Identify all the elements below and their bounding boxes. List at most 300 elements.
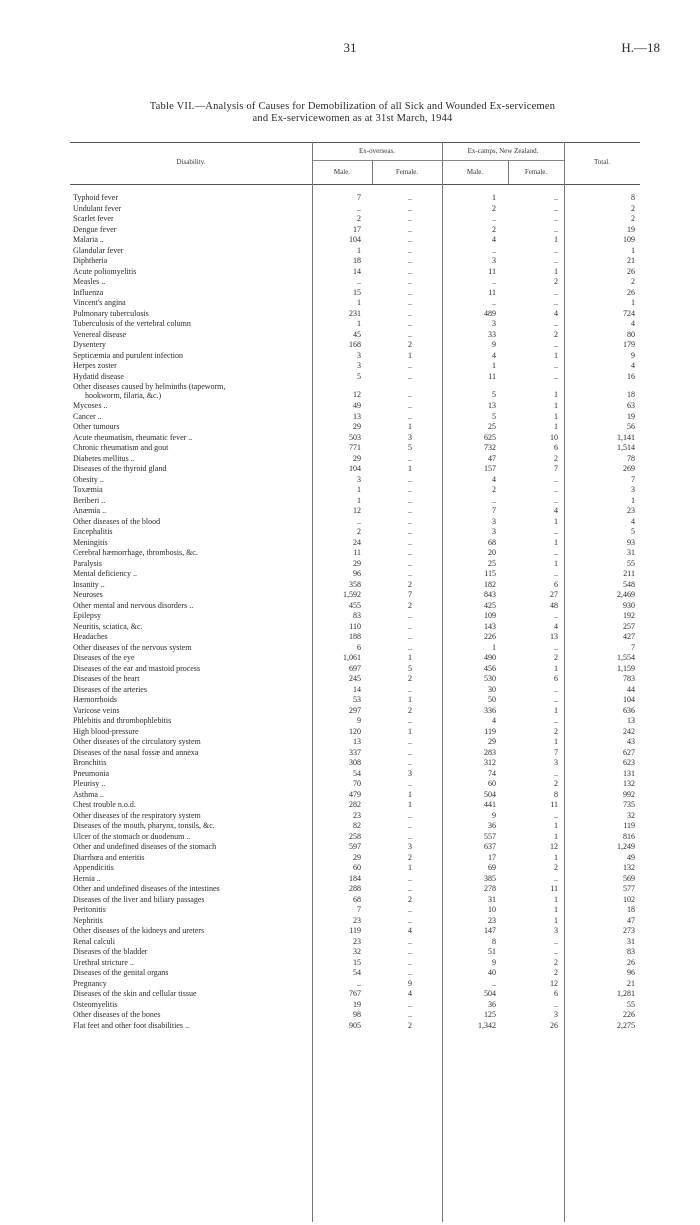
camps-female-value: .. — [554, 485, 558, 494]
total-value: 80 — [627, 329, 635, 339]
overseas-male-value: 3 — [357, 350, 361, 360]
camps-female-value: .. — [554, 340, 558, 349]
overseas-female-value: .. — [408, 537, 412, 547]
camps-female-value: .. — [554, 695, 558, 704]
total-value: 31 — [627, 936, 635, 946]
overseas-male-value: 767 — [349, 989, 361, 998]
disability-name: Epilepsy — [73, 611, 101, 620]
header-overseas-male: Male. — [333, 168, 351, 176]
disability-name: Other diseases of the circulatory system — [73, 737, 201, 746]
camps-female-value: .. — [554, 495, 558, 505]
table-row — [70, 412, 640, 423]
camps-female-value: 6 — [554, 579, 558, 589]
total-value: 132 — [623, 779, 635, 788]
camps-female-value: .. — [554, 873, 558, 883]
table-row — [70, 853, 640, 864]
camps-male-value: 9 — [492, 957, 496, 967]
disability-name: Urethral stricture .. — [73, 957, 134, 967]
total-value: 2 — [631, 277, 635, 286]
total-value: 44 — [627, 684, 635, 694]
camps-male-value: 843 — [484, 590, 496, 599]
camps-male-value: 47 — [488, 453, 496, 463]
camps-male-value: 4 — [492, 350, 496, 360]
table-title — [40, 101, 665, 125]
total-value: 63 — [627, 401, 635, 410]
overseas-male-value: 14 — [353, 266, 361, 276]
overseas-female-value: .. — [408, 747, 412, 757]
total-value: 569 — [623, 873, 635, 883]
disability-name: Pleurisy .. — [73, 779, 106, 788]
camps-female-value: 1 — [554, 831, 558, 841]
camps-female-value: 3 — [554, 1010, 558, 1019]
disability-name: Beriberi .. — [73, 495, 106, 505]
disability-name: Herpes zoster — [73, 361, 117, 370]
overseas-male-value: 53 — [353, 695, 361, 704]
header-ex-camps: Ex-camps, New Zealand. — [467, 147, 539, 155]
total-value: 2 — [631, 214, 635, 223]
total-value: 1,249 — [617, 842, 635, 851]
header-overseas-female: Female. — [395, 168, 419, 176]
total-value: 119 — [623, 821, 635, 830]
table-row — [70, 947, 640, 958]
camps-male-value: 456 — [484, 663, 496, 673]
overseas-female-value: 3 — [408, 842, 412, 851]
table-row — [70, 1021, 640, 1032]
camps-female-value: 2 — [554, 453, 558, 463]
camps-male-value: 4 — [492, 235, 496, 244]
table-row — [70, 433, 640, 444]
overseas-male-value: 258 — [349, 831, 361, 841]
camps-male-value: 11 — [488, 266, 496, 276]
overseas-female-value: .. — [408, 298, 412, 307]
table-row — [70, 372, 640, 383]
disability-name: Influenza — [73, 287, 104, 297]
total-value: 56 — [627, 422, 635, 431]
camps-male-value: 625 — [484, 432, 496, 442]
overseas-female-value: 2 — [408, 1020, 412, 1030]
overseas-male-value: 23 — [353, 810, 361, 820]
total-value: 226 — [623, 1010, 635, 1019]
camps-female-value: 13 — [550, 632, 558, 641]
camps-male-value: 489 — [484, 308, 496, 318]
overseas-male-value: 23 — [353, 936, 361, 946]
camps-female-value: .. — [554, 371, 558, 381]
overseas-female-value: 1 — [408, 695, 412, 704]
overseas-male-value: 17 — [353, 224, 361, 234]
overseas-male-value: 23 — [353, 915, 361, 925]
overseas-male-value: 1 — [357, 245, 361, 255]
camps-male-value: 3 — [492, 527, 496, 536]
camps-male-value: 385 — [484, 873, 496, 883]
disability-name: Measles .. — [73, 277, 106, 286]
total-value: 47 — [627, 915, 635, 925]
disability-name: Neuroses — [73, 590, 103, 599]
overseas-male-value: 82 — [353, 821, 361, 830]
table-row — [70, 454, 640, 465]
camps-female-value: 1 — [554, 705, 558, 715]
camps-female-value: .. — [554, 361, 558, 370]
total-value: 1,159 — [617, 663, 635, 673]
camps-female-value: 4 — [554, 621, 558, 631]
overseas-female-value: .. — [408, 611, 412, 620]
table-row — [70, 863, 640, 874]
camps-female-value: 1 — [554, 422, 558, 431]
overseas-female-value: .. — [408, 485, 412, 494]
camps-male-value: 637 — [484, 842, 496, 851]
disability-name: Septicæmia and purulent infection — [73, 350, 183, 360]
disability-name: Dengue fever — [73, 224, 117, 234]
camps-female-value: 1 — [554, 915, 558, 925]
camps-male-value: 504 — [484, 789, 496, 799]
camps-female-value: 2 — [554, 726, 558, 736]
total-value: 26 — [627, 287, 635, 297]
header-disability: Disability. — [176, 158, 206, 166]
overseas-male-value: 1 — [357, 298, 361, 307]
overseas-male-value: 29 — [353, 422, 361, 431]
table-row — [70, 968, 640, 979]
total-value: 816 — [623, 831, 635, 841]
total-value: 132 — [623, 863, 635, 872]
total-value: 179 — [623, 340, 635, 349]
overseas-female-value: 5 — [408, 443, 412, 452]
overseas-female-value: 2 — [408, 600, 412, 610]
total-value: 109 — [623, 235, 635, 244]
disability-name: Glandular fever — [73, 245, 124, 255]
camps-female-value: 1 — [554, 516, 558, 526]
overseas-male-value: 597 — [349, 842, 361, 851]
overseas-male-value: 15 — [353, 287, 361, 297]
overseas-female-value: .. — [408, 684, 412, 694]
camps-male-value: .. — [492, 277, 496, 286]
camps-male-value: .. — [492, 495, 496, 505]
overseas-male-value: 1,061 — [343, 653, 361, 662]
overseas-female-value: .. — [408, 256, 412, 265]
overseas-male-value: 29 — [353, 852, 361, 862]
disability-name: Bronchitis — [73, 758, 107, 767]
table-row — [70, 277, 640, 288]
camps-male-value: 109 — [484, 611, 496, 620]
total-value: 93 — [627, 537, 635, 547]
camps-male-value: 1 — [492, 642, 496, 652]
overseas-female-value: .. — [408, 516, 412, 526]
overseas-male-value: 7 — [357, 905, 361, 914]
disability-name: Varicose veins — [73, 705, 120, 715]
overseas-male-value: 1,592 — [343, 590, 361, 599]
camps-female-value: 7 — [554, 747, 558, 757]
camps-female-value: 11 — [550, 800, 558, 809]
camps-female-value: .. — [554, 245, 558, 255]
overseas-female-value: .. — [408, 235, 412, 244]
total-value: 192 — [623, 611, 635, 620]
header-camps-male: Male. — [466, 168, 484, 176]
table-row — [70, 643, 640, 654]
header-total: Total. — [593, 158, 611, 166]
table-row — [70, 517, 640, 528]
table-row — [70, 800, 640, 811]
table-row — [70, 401, 640, 412]
overseas-female-value: .. — [408, 548, 412, 557]
overseas-male-value: .. — [357, 203, 361, 213]
disability-name-line-2: hookworm, filaria, &c.) — [85, 391, 162, 400]
overseas-female-value: .. — [408, 495, 412, 505]
disability-name: Cerebral hæmorrhage, thrombosis, &c. — [73, 548, 198, 557]
camps-female-value: .. — [554, 611, 558, 620]
camps-male-value: .. — [492, 978, 496, 988]
overseas-male-value: 1 — [357, 485, 361, 494]
table-row — [70, 632, 640, 643]
camps-male-value: 51 — [488, 947, 496, 956]
overseas-female-value: 1 — [408, 350, 412, 360]
table-row — [70, 601, 640, 612]
table-row — [70, 288, 640, 299]
overseas-male-value: 771 — [349, 443, 361, 452]
camps-female-value: 7 — [554, 464, 558, 473]
camps-male-value: 278 — [484, 884, 496, 893]
disability-name: Encephalitis — [73, 527, 113, 536]
overseas-male-value: 32 — [353, 947, 361, 956]
disability-name: Diseases of the nasal fossæ and annexa — [73, 747, 199, 757]
overseas-female-value: 4 — [408, 989, 412, 998]
overseas-male-value: 282 — [349, 800, 361, 809]
table-row — [70, 256, 640, 267]
subheader-rule — [312, 160, 564, 161]
overseas-female-value: .. — [408, 905, 412, 914]
camps-male-value: 50 — [488, 695, 496, 704]
overseas-male-value: 96 — [353, 569, 361, 578]
total-value: 1,141 — [617, 432, 635, 442]
disability-name: Neuritis, sciatica, &c. — [73, 621, 143, 631]
total-value: 1,514 — [617, 443, 635, 452]
camps-male-value: 283 — [484, 747, 496, 757]
total-value: 273 — [623, 926, 635, 935]
camps-male-value: 25 — [488, 558, 496, 568]
camps-female-value: .. — [554, 298, 558, 307]
camps-female-value: .. — [554, 810, 558, 820]
table-row — [70, 340, 640, 351]
camps-female-value: 26 — [550, 1020, 558, 1030]
overseas-male-value: 455 — [349, 600, 361, 610]
overseas-female-value: .. — [408, 621, 412, 631]
camps-female-value: 6 — [554, 443, 558, 452]
camps-male-value: 1 — [492, 361, 496, 370]
overseas-female-value: .. — [408, 453, 412, 463]
disability-name: Scarlet fever — [73, 214, 114, 223]
overseas-female-value: 1 — [408, 726, 412, 736]
overseas-male-value: 168 — [349, 340, 361, 349]
disability-name: Diarrhœa and enteritis — [73, 852, 145, 862]
total-value: 55 — [627, 999, 635, 1009]
camps-female-value: .. — [554, 684, 558, 694]
camps-male-value: 2 — [492, 203, 496, 213]
overseas-female-value: .. — [408, 915, 412, 925]
camps-female-value: 6 — [554, 989, 558, 998]
total-value: 19 — [627, 411, 635, 421]
table-row — [70, 538, 640, 549]
table-title-line-1: Table VII.—Analysis of Causes for Demobilization of all Sick and Wounded Ex-servicemen — [149, 101, 556, 112]
overseas-male-value: 12 — [353, 506, 361, 515]
disability-name — [73, 382, 309, 400]
overseas-male-value: 479 — [349, 789, 361, 799]
total-value: 4 — [631, 516, 635, 526]
total-value: 636 — [623, 705, 635, 715]
table-title-line-2: and Ex-servicewomen as at 31st March, 1944 — [252, 113, 453, 124]
total-value: 257 — [623, 621, 635, 631]
overseas-male-value: 98 — [353, 1010, 361, 1019]
camps-male-value: .. — [492, 214, 496, 223]
total-value: 19 — [627, 224, 635, 234]
table-row — [70, 884, 640, 895]
camps-female-value: .. — [554, 474, 558, 484]
overseas-female-value: 2 — [408, 705, 412, 715]
overseas-female-value: 1 — [408, 789, 412, 799]
overseas-male-value: 54 — [353, 768, 361, 778]
camps-female-value: 4 — [554, 308, 558, 318]
page-number: 31 — [343, 40, 357, 55]
total-value: 2 — [631, 203, 635, 213]
table-row — [70, 622, 640, 633]
overseas-female-value: 1 — [408, 863, 412, 872]
overseas-female-value: .. — [408, 716, 412, 725]
overseas-male-value: 104 — [349, 464, 361, 473]
camps-female-value: 1 — [554, 350, 558, 360]
disability-name: Diseases of the heart — [73, 674, 140, 683]
table-row — [70, 319, 640, 330]
total-value: 23 — [627, 506, 635, 515]
total-value: 1,554 — [617, 653, 635, 662]
overseas-male-value: 68 — [353, 894, 361, 904]
total-value: 26 — [627, 266, 635, 276]
total-value: 1 — [631, 298, 635, 307]
table-row — [70, 832, 640, 843]
table-row — [70, 298, 640, 309]
total-value: 992 — [623, 789, 635, 799]
overseas-male-value: 24 — [353, 537, 361, 547]
camps-male-value: 33 — [488, 329, 496, 339]
camps-female-value: 12 — [550, 842, 558, 851]
camps-female-value: 1 — [554, 663, 558, 673]
disability-name: Other and undefined diseases of the stomach — [73, 842, 217, 851]
camps-male-value: 5 — [492, 390, 496, 399]
table-row — [70, 821, 640, 832]
table-row — [70, 330, 640, 341]
table-row — [70, 674, 640, 685]
table-row — [70, 811, 640, 822]
overseas-female-value: 2 — [408, 579, 412, 589]
overseas-female-value: .. — [408, 287, 412, 297]
camps-male-value: 17 — [488, 852, 496, 862]
overseas-female-value: 4 — [408, 926, 412, 935]
camps-female-value: 4 — [554, 506, 558, 515]
camps-female-value: 2 — [554, 779, 558, 788]
overseas-male-value: 18 — [353, 256, 361, 265]
total-value: 21 — [627, 256, 635, 265]
total-value: 55 — [627, 558, 635, 568]
camps-male-value: 157 — [484, 464, 496, 473]
disability-name: Pneumonia — [73, 768, 109, 778]
disability-name: Other tumours — [73, 422, 120, 431]
total-value: 1 — [631, 245, 635, 255]
overseas-male-value: .. — [357, 516, 361, 526]
disability-name: Other diseases of the blood — [73, 516, 161, 526]
document-reference: H.—18 — [621, 40, 660, 55]
overseas-male-value: 288 — [349, 884, 361, 893]
overseas-female-value: 2 — [408, 674, 412, 683]
disability-name: Diseases of the eye — [73, 653, 135, 662]
disability-name: Chronic rheumatism and gout — [73, 443, 169, 452]
overseas-male-value: 2 — [357, 214, 361, 223]
disability-name: Other diseases of the nervous system — [73, 642, 192, 652]
overseas-female-value: .. — [408, 569, 412, 578]
camps-male-value: 69 — [488, 863, 496, 872]
camps-male-value: 5 — [492, 411, 496, 421]
disability-name: Mental deficiency .. — [73, 569, 137, 578]
camps-male-value: 312 — [484, 758, 496, 767]
overseas-male-value: 70 — [353, 779, 361, 788]
camps-female-value: 3 — [554, 926, 558, 935]
total-value: 16 — [627, 371, 635, 381]
camps-male-value: 490 — [484, 653, 496, 662]
table-row — [70, 527, 640, 538]
overseas-male-value: 119 — [349, 926, 361, 935]
overseas-female-value: 1 — [408, 464, 412, 473]
header-camps-female: Female. — [524, 168, 548, 176]
total-value: 32 — [627, 810, 635, 820]
overseas-male-value: 1 — [357, 495, 361, 505]
camps-female-value: 1 — [554, 390, 558, 399]
camps-female-value: 1 — [554, 821, 558, 830]
total-value: 2,275 — [617, 1020, 635, 1030]
disability-name: Diphtheria — [73, 256, 108, 265]
overseas-female-value: .. — [408, 558, 412, 568]
table-row — [70, 204, 640, 215]
table-row — [70, 895, 640, 906]
disability-name: Venereal disease — [73, 329, 127, 339]
table-row — [70, 790, 640, 801]
camps-male-value: 11 — [488, 287, 496, 297]
camps-female-value: 2 — [554, 277, 558, 286]
camps-male-value: 25 — [488, 422, 496, 431]
table-row — [70, 361, 640, 372]
disability-name: Meningitis — [73, 537, 108, 547]
camps-male-value: 11 — [488, 371, 496, 381]
table-row — [70, 246, 640, 257]
overseas-female-value: .. — [408, 947, 412, 956]
total-value: 269 — [623, 464, 635, 473]
disability-name: Diseases of the liver and biliary passages — [73, 894, 205, 904]
camps-female-value: .. — [554, 768, 558, 778]
table-row — [70, 905, 640, 916]
camps-male-value: 36 — [488, 821, 496, 830]
camps-female-value: .. — [554, 203, 558, 213]
overseas-male-value: 9 — [357, 716, 361, 725]
overseas-male-value: 12 — [353, 390, 361, 399]
camps-male-value: 9 — [492, 810, 496, 820]
camps-male-value: 68 — [488, 537, 496, 547]
overseas-female-value: .. — [408, 371, 412, 381]
table-row — [70, 193, 640, 204]
total-value: 577 — [623, 884, 635, 893]
overseas-female-value: 2 — [408, 852, 412, 862]
overseas-female-value: .. — [408, 319, 412, 328]
overseas-male-value: 11 — [353, 548, 361, 557]
total-value: 8 — [631, 193, 635, 202]
disability-name: Undulant fever — [73, 203, 122, 213]
camps-male-value: 441 — [484, 800, 496, 809]
disability-name: Cancer .. — [73, 411, 102, 421]
overseas-male-value: .. — [357, 978, 361, 988]
disability-name: Flat feet and other foot disabilities .. — [73, 1020, 189, 1030]
overseas-male-value: 2 — [357, 527, 361, 536]
